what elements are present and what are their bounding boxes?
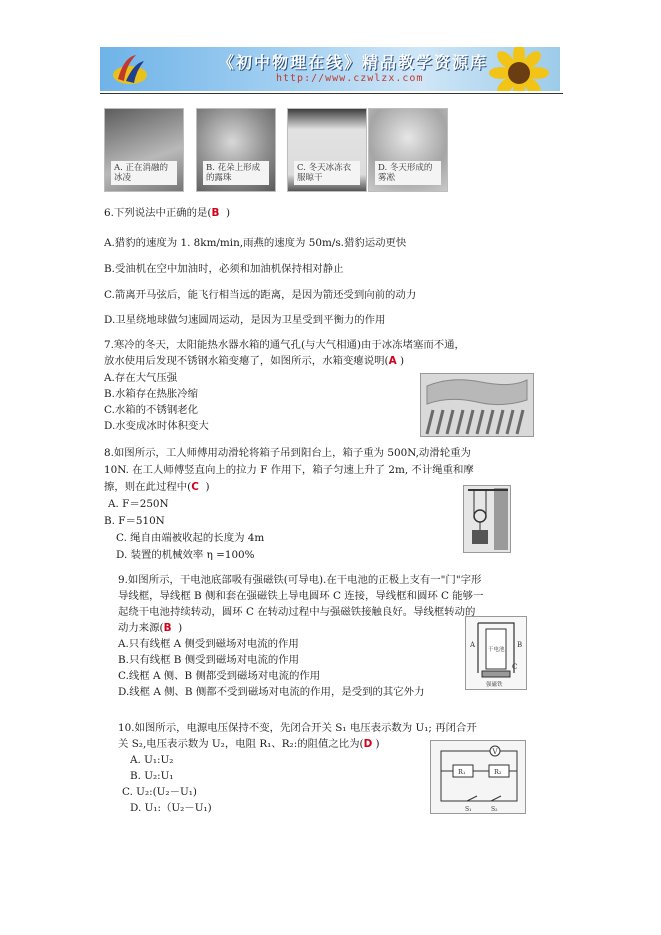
q8-option-a: A. F＝250N: [108, 498, 169, 510]
logo-icon: [110, 51, 150, 87]
q9-stem-line3: 起绕干电池持续转动，圆环 C 在转动过程中与强磁铁接触良好。导线框转动的: [118, 606, 476, 618]
q10-stem-line2: 关 S₂,电压表示数为 U₂，电阻 R₁、R₂:的阻值之比为(D ): [118, 738, 380, 750]
q8-pulley-figure: [463, 485, 511, 553]
q8-stem-line1: 8.如图所示，工人师傅用动滑轮将箱子吊到阳台上，箱子重为 500N,动滑轮重为: [104, 447, 471, 459]
q10-label-s1: S₁: [465, 806, 472, 813]
photo-frozen-clothes: [287, 108, 367, 192]
sunflower-icon: [484, 47, 554, 91]
q10-option-d: D. U₁:（U₂－U₁): [130, 802, 212, 814]
q9-option-c: C.线框 A 侧、B 侧都受到磁场对电流的作用: [118, 670, 321, 682]
photo-caption: A. 正在消融的冰凌: [111, 161, 177, 185]
photo-caption: D. 冬天形成的雾凇: [375, 161, 441, 185]
q6-option-a: A.猎豹的速度为 1. 8km/min,雨燕的速度为 50m/s.猎豹运动更快: [104, 237, 407, 249]
q9-label-c: C: [512, 663, 518, 671]
q7-option-c: C.水箱的不锈钢老化: [104, 404, 199, 416]
q10-label-v: V: [492, 748, 498, 756]
q7-stem-line2: 放水使用后发现不锈钢水箱变瘪了，如图所示，水箱变瘪说明(A ): [104, 355, 405, 367]
header-title: 《初中物理在线》精品教学资源库: [218, 53, 489, 72]
photo-rime: [368, 108, 448, 192]
header-banner: [100, 47, 560, 91]
q6-option-c: C.箭离开马弦后，能飞行相当远的距离，是因为箭还受到向前的动力: [104, 289, 417, 301]
q8-option-b: B. F＝510N: [104, 515, 165, 527]
q10-option-b: B. U₂:U₁: [130, 770, 174, 782]
q10-option-c: C. U₂:(U₂－U₁): [122, 786, 197, 798]
photo-icicles: [104, 108, 184, 192]
q9-option-d: D.线框 A 侧、B 侧都不受到磁场对电流的作用，是受到的其它外力: [118, 686, 425, 698]
q9-option-b: B.只有线框 B 侧受到磁场对电流的作用: [118, 654, 300, 666]
q8-stem-line2: 10N. 在工人师傅竖直向上的拉力 F 作用下，箱子匀速上升了 2m, 不计绳重和摩: [104, 464, 474, 476]
photo-dew-flower: [196, 108, 276, 192]
q6-option-b: B.受油机在空中加油时，必须和加油机保持相对静止: [104, 263, 344, 275]
q10-label-r2: R₂: [494, 768, 502, 776]
q10-circuit-figure: [430, 740, 526, 814]
q9-label-battery: 干电池: [488, 647, 505, 653]
q9-label-a: A: [470, 641, 476, 649]
header-divider: [100, 93, 563, 94]
photo-caption: B. 花朵上形成的露珠: [203, 161, 269, 185]
q10-stem-line1: 10.如图所示，电源电压保持不变，先闭合开关 S₁ 电压表示数为 U₁; 再闭合开: [118, 722, 477, 734]
q10-answer: D: [363, 738, 373, 750]
q6-option-d: D.卫星绕地球做匀速圆周运动，是因为卫星受到平衡力的作用: [104, 314, 386, 326]
q9-stem-line2: 导线框，导线框 B 侧和套在强磁铁上导电圆环 C 连接，导线框和圆环 C 能够一: [118, 590, 484, 602]
q6-stem: 6.下列说法中正确的是(B ): [104, 207, 231, 219]
q9-label-b: B: [517, 641, 523, 649]
q7-solar-heater-figure: [420, 373, 534, 437]
q10-label-r1: R₁: [458, 768, 466, 776]
q8-option-c: C. 绳自由端被收起的长度为 4m: [116, 532, 265, 544]
q9-stem-line4: 动力来源(B ): [118, 622, 183, 634]
q9-label-magnet: 强磁铁: [486, 682, 503, 688]
q10-label-s2: S₂: [491, 806, 498, 813]
q7-stem-line1: 7.寒冷的冬天，太阳能热水器水箱的通气孔(与大气相通)由于冰冻堵塞而不通，: [104, 339, 465, 351]
q8-answer: C: [191, 481, 199, 493]
q7-answer: A: [388, 355, 397, 367]
photo-caption: C. 冬天冰冻衣服晾干: [294, 161, 360, 185]
q10-option-a: A. U₁:U₂: [130, 754, 174, 766]
q9-option-a: A.只有线框 A 侧受到磁场对电流的作用: [118, 638, 299, 650]
header-url[interactable]: http://www.czwlzx.com: [276, 73, 424, 84]
q9-motor-figure: [465, 616, 527, 690]
q7-option-d: D.水变成冰时体积变大: [104, 420, 209, 432]
q9-answer: B: [163, 622, 172, 634]
q9-stem-line1: 9.如图所示，干电池底部吸有强磁铁(可导电).在干电池的正极上支有一"门"字形: [118, 574, 482, 586]
q6-answer: B: [211, 207, 220, 219]
q8-option-d: D. 装置的机械效率 η =100%: [116, 549, 255, 561]
q8-stem-line3: 擦，则在此过程中(C ): [104, 481, 210, 493]
q7-option-a: A.存在大气压强: [104, 372, 178, 384]
q7-option-b: B.水箱存在热胀冷缩: [104, 388, 199, 400]
